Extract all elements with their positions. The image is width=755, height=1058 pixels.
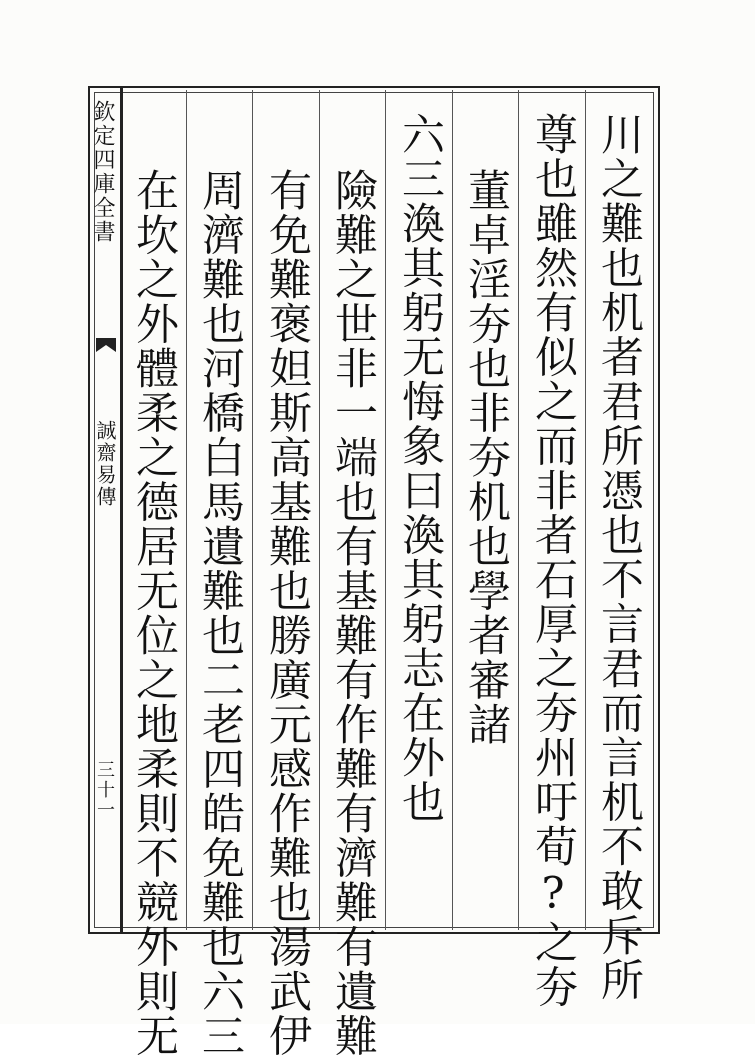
- fold-line: [120, 88, 123, 933]
- folio-number: 三十一: [94, 760, 115, 820]
- column-rule: [252, 90, 253, 930]
- work-title: 誠齋易傳: [93, 420, 117, 508]
- column-rule: [452, 90, 453, 930]
- fish-tail-mark-icon: [94, 336, 118, 354]
- text-column-3: 董卓淫夯也非夯机也學者審諸: [461, 168, 511, 747]
- column-rule: [186, 90, 187, 930]
- book-title: 欽定四庫全書: [90, 100, 115, 244]
- text-column-5: 險難之世非一端也有基難有作難有濟難有遺難: [328, 168, 378, 1058]
- text-column-7: 周濟難也河橋白馬遺難也二老四皓免難也六三: [195, 168, 245, 1058]
- column-rule: [585, 90, 586, 930]
- column-rule: [518, 90, 519, 930]
- text-column-4: 六三渙其躬无悔象曰渙其躬志在外也: [395, 112, 445, 824]
- text-column-8: 在坎之外體柔之德居无位之地柔則不競外則无: [129, 168, 179, 1058]
- text-column-2: 尊也雖然有似之而非者石厚之夯州吁荀?之夯: [528, 112, 578, 1009]
- text-column-1: 川之難也机者君所憑也不言君而言机不敢斥所: [594, 112, 644, 1002]
- column-rule: [385, 90, 386, 930]
- column-rule: [319, 90, 320, 930]
- text-column-6: 有免難褒妲斯高基難也勝廣元感作難也湯武伊: [262, 168, 312, 1058]
